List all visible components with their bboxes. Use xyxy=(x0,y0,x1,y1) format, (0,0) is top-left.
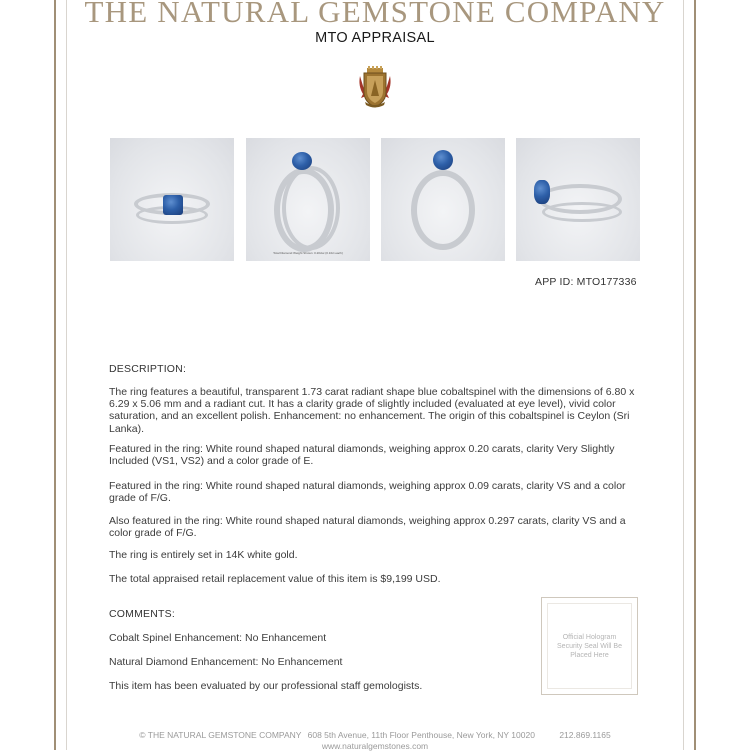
appraised-value: The total appraised retail replacement value of this item is $9,199 USD. xyxy=(109,573,441,585)
ring-photo-side-angle xyxy=(246,138,370,261)
footer-website[interactable]: www.naturalgemstones.com xyxy=(321,741,429,751)
description-paragraph: The ring features a beautiful, transparent 1.73 carat radiant shape blue cobaltspinel with the dimensions of 6.80 x 6.29 x 5.06 mm and a radiant cut. It has a clarity grade of slightly included (evaluated at eye level), vivid color saturation, and an excellent polish. Enhancement: no enhancement. The origin of this cobaltspinel is Ceylon (Sri Lanka). xyxy=(109,386,635,435)
description-paragraph: Featured in the ring: White round shaped natural diamonds, weighing approx 0.20 carats, clarity Very Slightly Included (VS1, VS2) and a color grade of E. xyxy=(109,443,615,468)
ring-photo-profile xyxy=(516,138,640,261)
description-paragraph: Also featured in the ring: White round shaped natural diamonds, weighing approx 0.297 carats, clarity VS and a color grade of F/G. xyxy=(109,515,626,540)
company-name: THE NATURAL GEMSTONE COMPANY xyxy=(84,0,666,29)
comments-heading: COMMENTS: xyxy=(109,608,175,620)
footer-company: © THE NATURAL GEMSTONE COMPANY xyxy=(139,730,302,740)
comment-item: Cobalt Spinel Enhancement: No Enhancement xyxy=(109,632,327,644)
appraisal-id: APP ID: MTO177336 xyxy=(535,276,637,288)
crest-logo-icon xyxy=(357,66,393,110)
page-border-right-outer xyxy=(694,0,696,750)
description-paragraph: Featured in the ring: White round shaped natural diamonds, weighing approx 0.09 carats, clarity VS and a color grade of F/G. xyxy=(109,480,626,505)
footer-phone: 212.869.1165 xyxy=(559,730,611,740)
footer-contact xyxy=(0,730,750,740)
hologram-seal-placeholder xyxy=(541,597,638,695)
description-paragraph: The ring is entirely set in 14K white gold. xyxy=(109,549,298,561)
description-heading: DESCRIPTION: xyxy=(109,363,187,375)
page-border-left-outer xyxy=(54,0,56,750)
photo-caption: Total Diamond Weight Shown: 0.20ctw (0.10ct each) xyxy=(273,251,343,255)
ring-photo-front xyxy=(110,138,234,261)
document-title: MTO APPRAISAL xyxy=(315,30,435,46)
ring-photo-end xyxy=(381,138,505,261)
comment-item: This item has been evaluated by our professional staff gemologists. xyxy=(109,680,423,692)
page-border-right-inner xyxy=(683,0,684,750)
seal-text: Official Hologram Security Seal Will Be Placed Here xyxy=(557,633,622,659)
footer-address: 608 5th Avenue, 11th Floor Penthouse, New York, NY 10020 xyxy=(307,730,535,740)
page-border-left-inner xyxy=(66,0,67,750)
comment-item: Natural Diamond Enhancement: No Enhancement xyxy=(109,656,343,668)
